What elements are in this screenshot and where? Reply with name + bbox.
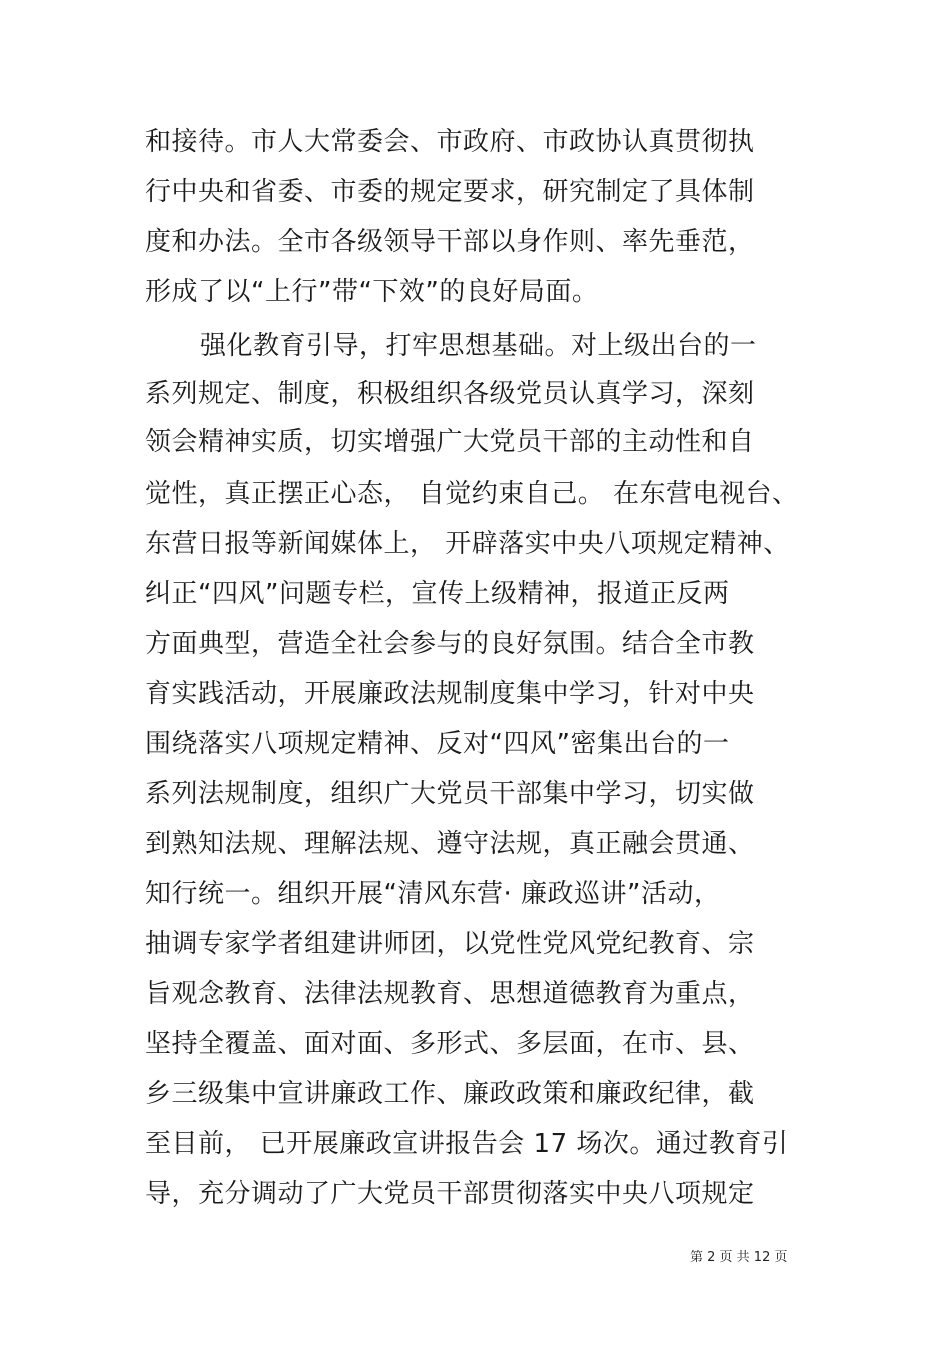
paragraph-line: 到熟知法规、理解法规、遵守法规，真正融会贯通、 bbox=[145, 829, 755, 859]
paragraph-line: 方面典型，营造全社会参与的良好氛围。结合全市教 bbox=[145, 629, 755, 659]
paragraph-line: 系列法规制度，组织广大党员干部集中学习，切实做 bbox=[145, 779, 755, 809]
paragraph-line: 育实践活动，开展廉政法规制度集中学习，针对中央 bbox=[145, 679, 755, 709]
paragraph-line: 形成了以“上行”带“下效”的良好局面。 bbox=[145, 277, 599, 307]
paragraph-line: 强化教育引导，打牢思想基础。对上级出台的一 bbox=[200, 331, 757, 361]
paragraph-line: 领会精神实质，切实增强广大党员干部的主动性和自 bbox=[145, 427, 755, 457]
paragraph-line: 度和办法。全市各级领导干部以身作则、率先垂范， bbox=[145, 227, 755, 257]
paragraph-line: 东营日报等新闻媒体上， 开辟落实中央八项规定精神、 bbox=[145, 529, 790, 559]
paragraph-line: 乡三级集中宣讲廉政工作、廉政政策和廉政纪律，截 bbox=[145, 1079, 755, 1109]
page-number-footer: 第 2 页 共 12 页 bbox=[690, 1250, 788, 1265]
paragraph-line: 围绕落实八项规定精神、反对“四风”密集出台的一 bbox=[145, 729, 730, 759]
paragraph-line: 至目前， 已开展廉政宣讲报告会 17 场次。通过教育引 bbox=[145, 1129, 789, 1159]
paragraph-line: 和接待。市人大常委会、市政府、市政协认真贯彻执 bbox=[145, 127, 755, 157]
paragraph-line: 觉性，真正摆正心态， 自觉约束自己。 在东营电视台、 bbox=[145, 479, 799, 509]
paragraph-line: 纠正“四风”问题专栏，宣传上级精神，报道正反两 bbox=[145, 579, 730, 609]
paragraph-line: 抽调专家学者组建讲师团，以党性党风党纪教育、宗 bbox=[145, 929, 755, 959]
paragraph-line: 坚持全覆盖、面对面、多形式、多层面，在市、县、 bbox=[145, 1029, 755, 1059]
paragraph-line: 行中央和省委、市委的规定要求，研究制定了具体制 bbox=[145, 177, 755, 207]
paragraph-line: 导，充分调动了广大党员干部贯彻落实中央八项规定 bbox=[145, 1179, 755, 1209]
paragraph-line: 知行统一。组织开展“清风东营· 廉政巡讲”活动， bbox=[145, 879, 721, 909]
paragraph-line: 系列规定、制度，积极组织各级党员认真学习，深刻 bbox=[145, 379, 755, 409]
paragraph-line: 旨观念教育、法律法规教育、思想道德教育为重点， bbox=[145, 979, 755, 1009]
